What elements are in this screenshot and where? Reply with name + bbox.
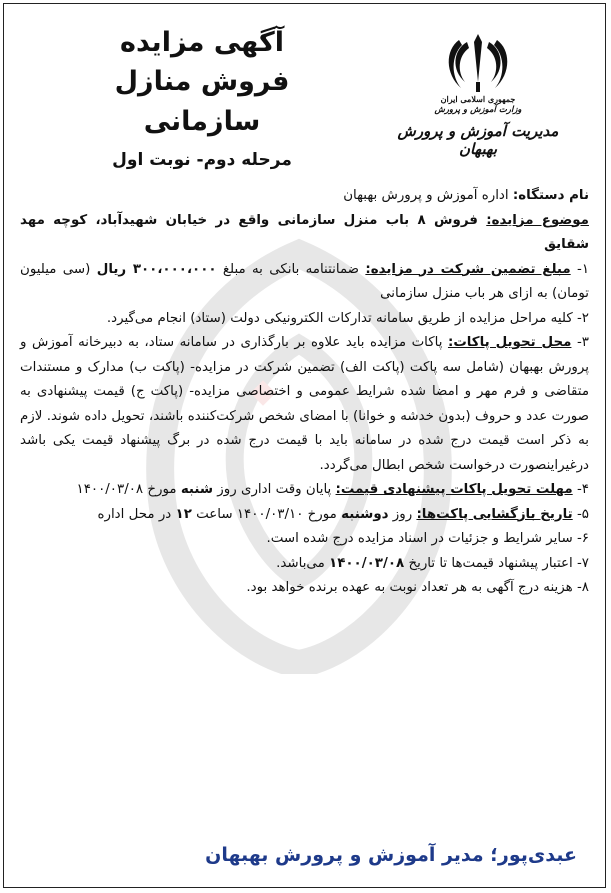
subject-label: موضوع مزایده: <box>486 212 589 228</box>
item-7: ۷- اعتبار پیشنهاد قیمت‌ها تا تاریخ ۱۴۰۰/۰۳/۰۸ می‌باشد. <box>276 555 589 571</box>
iran-emblem-icon <box>443 30 513 96</box>
announcement-body <box>20 184 589 601</box>
title-block <box>82 24 322 170</box>
item5-label: تاریخ بازگشایی پاکت‌ها: <box>416 506 573 522</box>
announcement-frame <box>3 3 606 888</box>
subject-line <box>20 209 589 258</box>
subject-value: فروش ۸ باب منزل سازمانی واقع در خیابان شهیدآباد، کوچه مهد شقایق <box>20 212 589 252</box>
org-ministry: وزارت آموزش و پرورش <box>434 105 522 115</box>
item-4: ۴- مهلت تحویل پاکات پیشنهادی قیمت: پایان وقت اداری روز شنبه مورخ ۱۴۰۰/۰۳/۰۸ <box>76 482 589 497</box>
signature <box>205 844 577 866</box>
item-3: ۳- محل تحویل پاکات: پاکات مزایده باید علاوه بر بارگذاری در سامانه ستاد، به دبیرخانه آموزش و پرورش بهبهان (شامل سه پاکت (پاکت الف) تضمین شرکت در مزایده- (پاکت ب) مدارک و مستندات متقاضی و فرم مهر و امضا شده شرایط عمومی و اختصاصی مزایده- (پاکت ج) قیمت پیشنهادی به صورت عدد و حروف (بدون خدشه و خوانا) با امضای شخص شرکت‌کننده باشند، تحویل داده شوند. لازم به ذکر است قیمت درج شده در سامانه باید با قیمت درج شده در برگ پیشنهاد قیمت یکی باشد درغیراینصورت درخواست شخص ابطال می‌گردد. <box>20 335 589 473</box>
title-auction: آگهی مزایده <box>120 27 284 58</box>
item1-label: مبلغ تضمین شرکت در مزایده: <box>365 261 571 277</box>
signature-title: مدیر آموزش و پرورش بهبهان <box>205 844 491 866</box>
item-1: ۱- مبلغ تضمین شرکت در مزایده: ضمانتنامه بانکی به مبلغ ۳۰۰،۰۰۰،۰۰۰ ریال (سی میلیون تومان) به ازای هر باب منزل سازمانی <box>20 261 590 301</box>
item-2: ۲- کلیه مراحل مزایده از طریق سامانه تدارکات الکترونیکی دولت (ستاد) انجام می‌گیرد. <box>106 310 589 326</box>
title-houses: فروش منازل سازمانی <box>114 66 290 137</box>
item-5: ۵- تاریخ بازگشایی پاکت‌ها: روز دوشنبه مورخ ۱۴۰۰/۰۳/۱۰ ساعت ۱۲ در محل اداره <box>97 506 589 522</box>
item-6: ۶- سایر شرایط و جزئیات در اسناد مزایده درج شده است. <box>266 531 589 546</box>
agency-label: نام دستگاه: <box>512 188 589 203</box>
signature-name: عبدی‌پور؛ <box>490 844 577 866</box>
org-directorate: مدیریت آموزش و پرورش بهبهان <box>397 122 559 158</box>
item4-label: مهلت تحویل پاکات پیشنهادی قیمت: <box>335 482 573 497</box>
ministry-header <box>383 30 573 158</box>
item3-label: محل تحویل پاکات: <box>447 335 572 350</box>
org-country: جمهوری اسلامی ایران <box>440 94 516 104</box>
agency-value: اداره آموزش و پرورش بهبهان <box>343 188 513 203</box>
item-8: ۸- هزینه درج آگهی به هر تعداد نوبت به عهده برنده خواهد بود. <box>246 580 589 595</box>
stage-label: مرحله دوم- نوبت اول <box>112 150 292 170</box>
agency-line <box>20 184 589 209</box>
item1-amount: ۳۰۰،۰۰۰،۰۰۰ ریال <box>96 261 217 277</box>
